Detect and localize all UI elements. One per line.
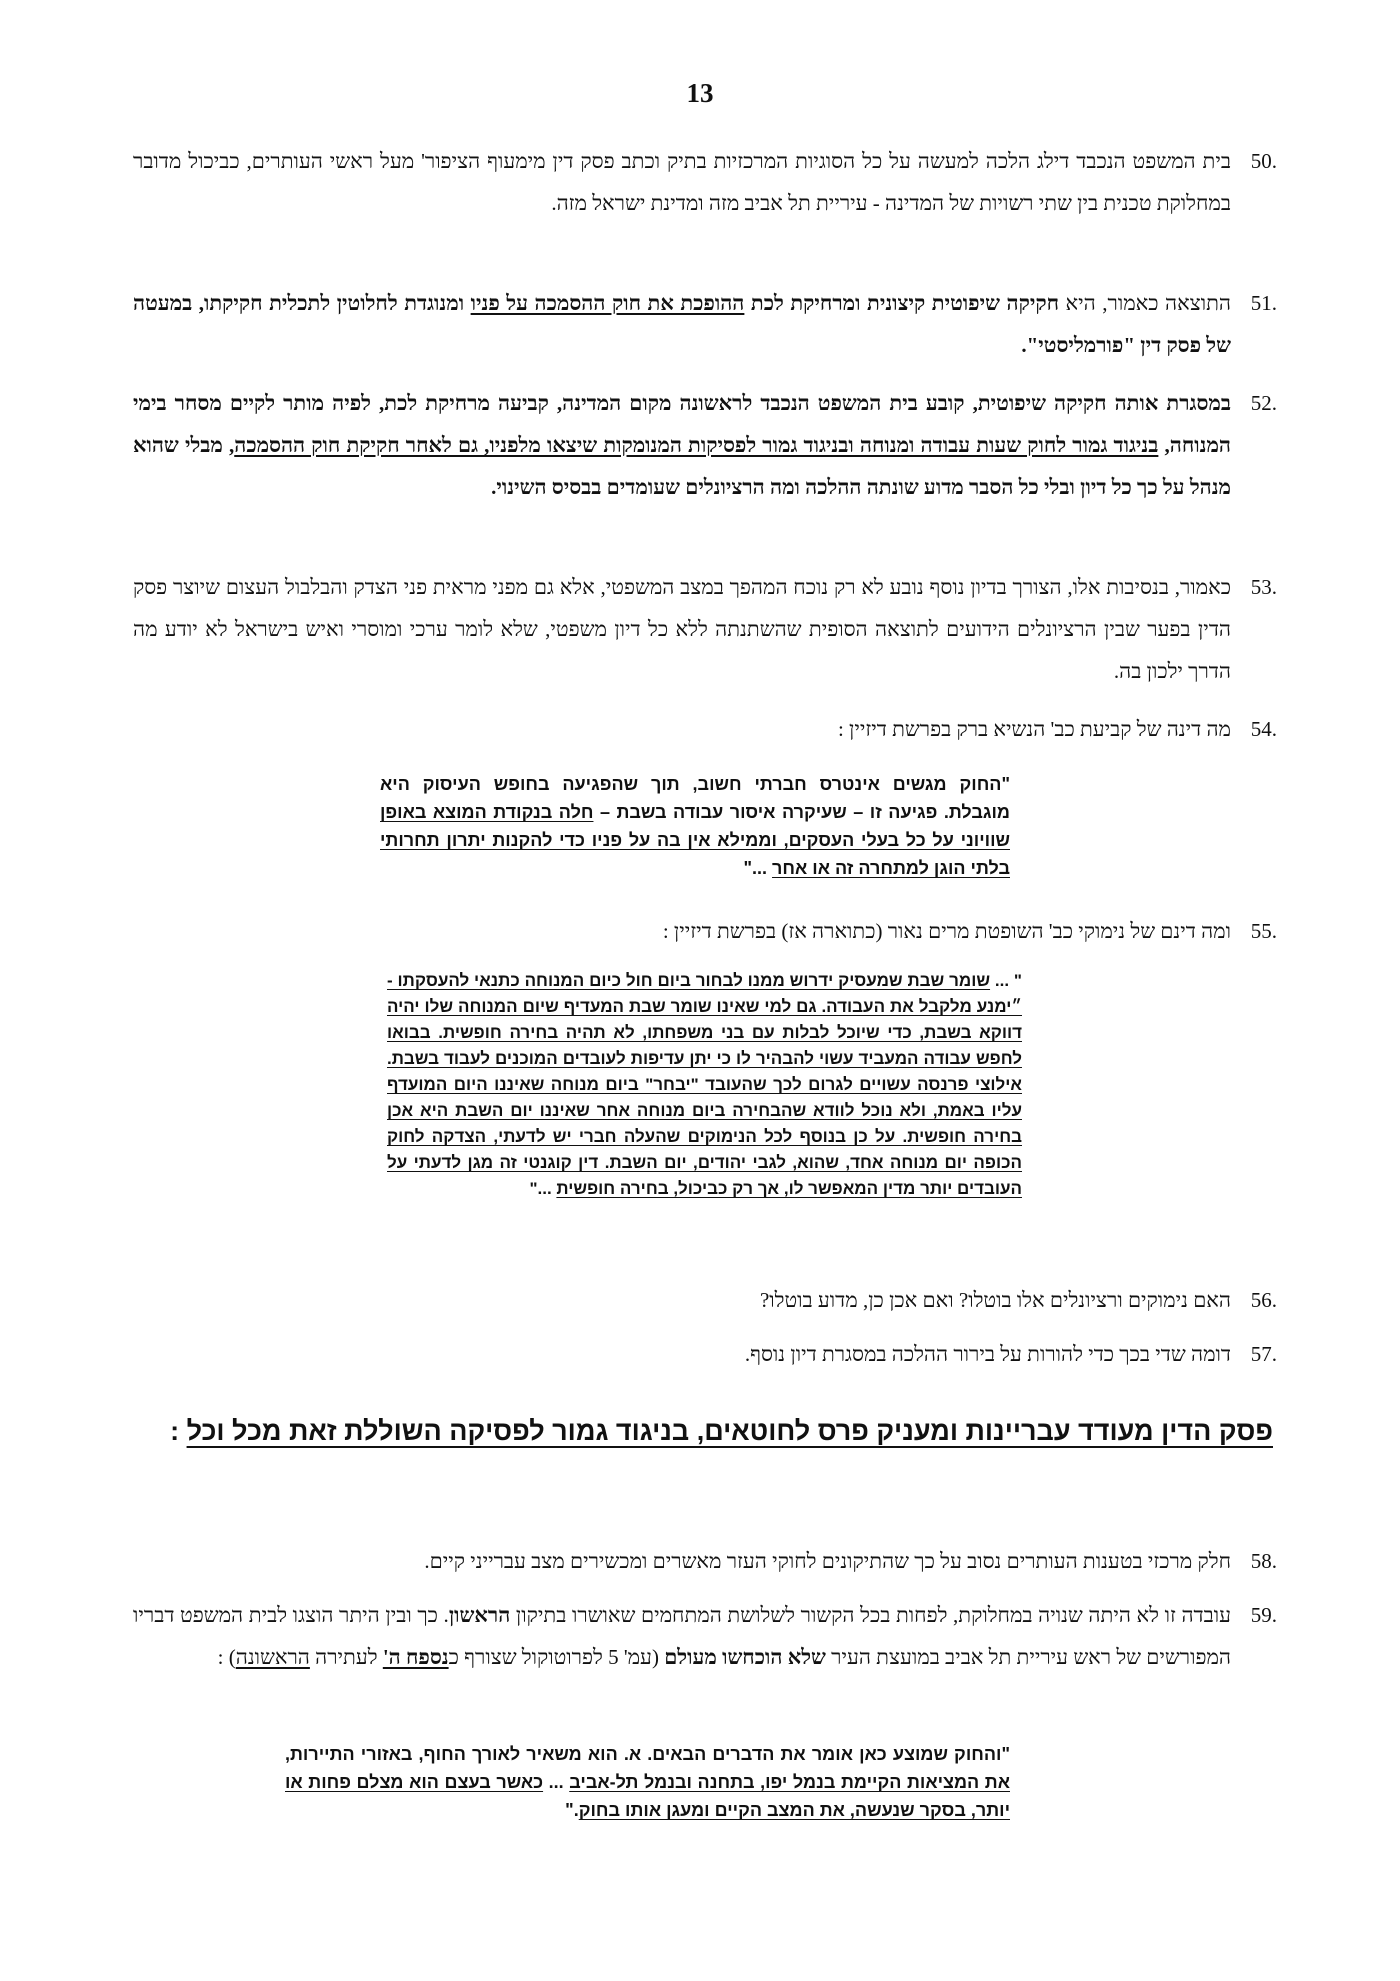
- paragraph-text: מה דינה של קביעת כב' הנשיא ברק בפרשת דיזיין :: [837, 717, 1231, 741]
- text-run: שומר שבת שמעסיק ידרוש ממנו לבחור ביום חול כיום המנוחה כתנאי להעסקתו - ״ימנע מלקבל את העבודה. גם למי שאינו שומר שבת המעדיף שיום המנוחה שלו יהיה דווקא בשבת, כדי שיוכל לבלות עם בני משפחתו, לא תהיה בחירה חופשית. בבואו לחפש עבודה המעביד עשוי להבהיר לו כי יתן עדיפות לעובדים המוכנים לעבוד בשבת. אילוצי פרנסה עשויים לגרום לכך שהעובד "יבחר" ביום מנוחה שאיננו היום המועדף עליו באמת, ולא נוכל לוודא שהבחירה ביום מנוחה אחר שאיננו יום השבת היא אכן בחירה חופשית. על כן בנוסף לכל הנימוקים שהעלה חברי יש לדעתי, הצדקה לחוק הכופה יום מנוחה אחד, שהוא, לגבי יהודים, יום השבת. דין קוגנטי זה מגן לדעתי על העובדים יותר מדין המאפשר לו, אך רק כביכול, בחירה חופשית: [387, 971, 1022, 1198]
- text-run: חלה בנקודת המוצא באופן שוויוני על כל בעלי העסקים, וממילא אין בה על פניו כדי להקנות יתרון תחרותי בלתי הוגן למתחרה זה או אחר: [380, 802, 1010, 878]
- text-run: הראשון: [448, 1603, 511, 1627]
- paragraph-text: דומה שדי בכך כדי להורות על בירור ההלכה במסגרת דיון נוסף.: [744, 1342, 1231, 1366]
- paragraph-54: [133, 708, 1277, 750]
- text-run: .": [565, 1800, 579, 1820]
- heading-text: פסק הדין מעודד עבריינות ומעניק פרס לחוטאים, בניגוד גמור לפסיקה השוללת זאת מכל וכל: [186, 1416, 1273, 1446]
- paragraph-text: [133, 282, 1231, 366]
- text-run: "החוק מגשים אינטרס חברתי חשוב, תוך שהפגיעה בחופש העיסוק היא מוגבלת. פגיעה זו – שעיקרה איסור עבודה בשבת –: [380, 774, 1010, 822]
- section-heading: [133, 1402, 1273, 1460]
- paragraph-text: כאמור, בנסיבות אלו, הצורך בדיון נוסף נובע לא רק נוכח המהפך במצב המשפטי, אלא גם מפני מראית פני הצדק והבלבול העצום שיוצר פסק הדין בפער שבין הרציונלים הידועים לתוצאה הסופית שהשתנתה ללא כל דיון משפטי, שלא לומר ערכי ומוסרי ואיש בישראל לא יודע מה הדרך ילכון בה.: [133, 575, 1231, 683]
- paragraph-number: 51.: [1250, 291, 1277, 315]
- paragraph-56: [133, 1279, 1277, 1321]
- text-run: נספח ה': [382, 1645, 449, 1669]
- text-run: התוצאה כאמור, היא: [1059, 291, 1231, 315]
- paragraph-number: 50.: [1250, 149, 1277, 173]
- heading-suffix: :: [170, 1416, 187, 1446]
- text-run: ...": [529, 1179, 557, 1198]
- paragraph-text: חלק מרכזי בטענות העותרים נסוב על כך שהתיקונים לחוקי העזר מאשרים ומכשירים מצב עברייני קיים.: [424, 1549, 1231, 1573]
- text-run: כאשר בעצם הוא מצלם פחות או יותר, בסקר שנעשה, את המצב הקיים ומעגן אותו בחוק: [285, 1772, 1010, 1820]
- paragraph-number: 53.: [1250, 575, 1277, 599]
- paragraph-number: 57.: [1250, 1342, 1277, 1366]
- text-run: ...": [743, 858, 773, 878]
- paragraph-text: ומה דינם של נימוקי כב' השופטת מרים נאור (כתוארה אז) בפרשת דיזיין :: [662, 919, 1231, 943]
- text-run: . כך ובין היתר הוצגו לבית המשפט דבריו המפורשים של ראש עיריית תל אביב במועצת העיר: [133, 1603, 1231, 1669]
- paragraph-number: 56.: [1250, 1288, 1277, 1312]
- paragraph-number: 54.: [1250, 717, 1277, 741]
- paragraph-text: [133, 382, 1231, 508]
- paragraph-51: [133, 282, 1277, 366]
- text-run: ומנוגדת לחלוטין לתכלית חקיקתו, במעטה של פסק דין "פורמליסטי".: [133, 291, 1231, 357]
- paragraph-59: [133, 1594, 1277, 1678]
- paragraph-57: [133, 1333, 1277, 1375]
- text-run: "והחוק שמוצע כאן אומר את הדברים הבאים. א. הוא משאיר לאורך החוף, באזורי התיירות,: [285, 1744, 1010, 1764]
- text-run: ההופכת את חוק ההסמכה על פניו: [470, 291, 745, 315]
- text-run: חקיקה שיפוטית קיצונית ומרחיקת לכת: [744, 291, 1059, 315]
- text-run: בניגוד גמור לחוק שעות עבודה ומנוחה ובניגוד גמור לפסיקות המנומקות שיצאו מלפניו, גם לאחר חקיקת חוק ההסמכה: [234, 433, 1159, 457]
- quote-block-3: [285, 1740, 1010, 1824]
- paragraph-53: [133, 566, 1277, 692]
- paragraph-number: 58.: [1250, 1549, 1277, 1573]
- paragraph-text: האם נימוקים ורציונלים אלו בוטלו? ואם אכן כן, מדוע בוטלו?: [759, 1288, 1231, 1312]
- paragraph-text: בית המשפט הנכבד דילג הלכה למעשה על כל הסוגיות המרכזיות בתיק וכתב פסק דין מימעוף הציפור' מעל ראשי העותרים, כביכול מדובר במחלוקת טכנית בין שתי רשויות של המדינה - עיריית תל אביב מזה ומדינת ישראל מזה.: [133, 149, 1231, 215]
- text-run: ) :: [217, 1645, 236, 1669]
- paragraph-55: [133, 910, 1277, 952]
- paragraph-58: [133, 1540, 1277, 1582]
- paragraph-number: 59.: [1250, 1603, 1277, 1627]
- text-run: " ...: [990, 971, 1022, 990]
- paragraph-52: [133, 382, 1277, 508]
- paragraph-number: 52.: [1250, 391, 1277, 415]
- text-run: , מבלי שהוא מנהל על כך כל דיון ובלי כל הסבר מדוע שונתה ההלכה ומה הרציונלים שעומדים בבסיס השינוי.: [133, 433, 1231, 499]
- text-run: במסגרת אותה חקיקה שיפוטית, קובע בית המשפט הנכבד לראשונה מקום המדינה, קביעה מרחיקת לכת, לפיה מותר לקיים מסחר בימי המנוחה,: [133, 391, 1231, 457]
- text-run: לעתירה: [309, 1645, 383, 1669]
- quote-block-2: [387, 968, 1022, 1202]
- quote-block-1: [380, 770, 1010, 882]
- text-run: שלא הוכחשו מעולם: [664, 1645, 826, 1669]
- paragraph-50: [133, 140, 1277, 224]
- text-run: (עמ' 5 לפרוטוקול שצורף כ: [448, 1645, 665, 1669]
- text-run: את המציאות הקיימת בנמל יפו, בתחנה ובנמל תל-אביב: [569, 1772, 1010, 1792]
- paragraph-text: [133, 1594, 1231, 1678]
- page-number: 13: [686, 78, 714, 108]
- text-run: הראשונה: [235, 1645, 310, 1669]
- text-run: עובדה זו לא היתה שנויה במחלוקת, לפחות בכל הקשור לשלושת המתחמים שאושרו בתיקון: [510, 1603, 1231, 1627]
- paragraph-number: 55.: [1250, 919, 1277, 943]
- text-run: ...: [543, 1772, 570, 1792]
